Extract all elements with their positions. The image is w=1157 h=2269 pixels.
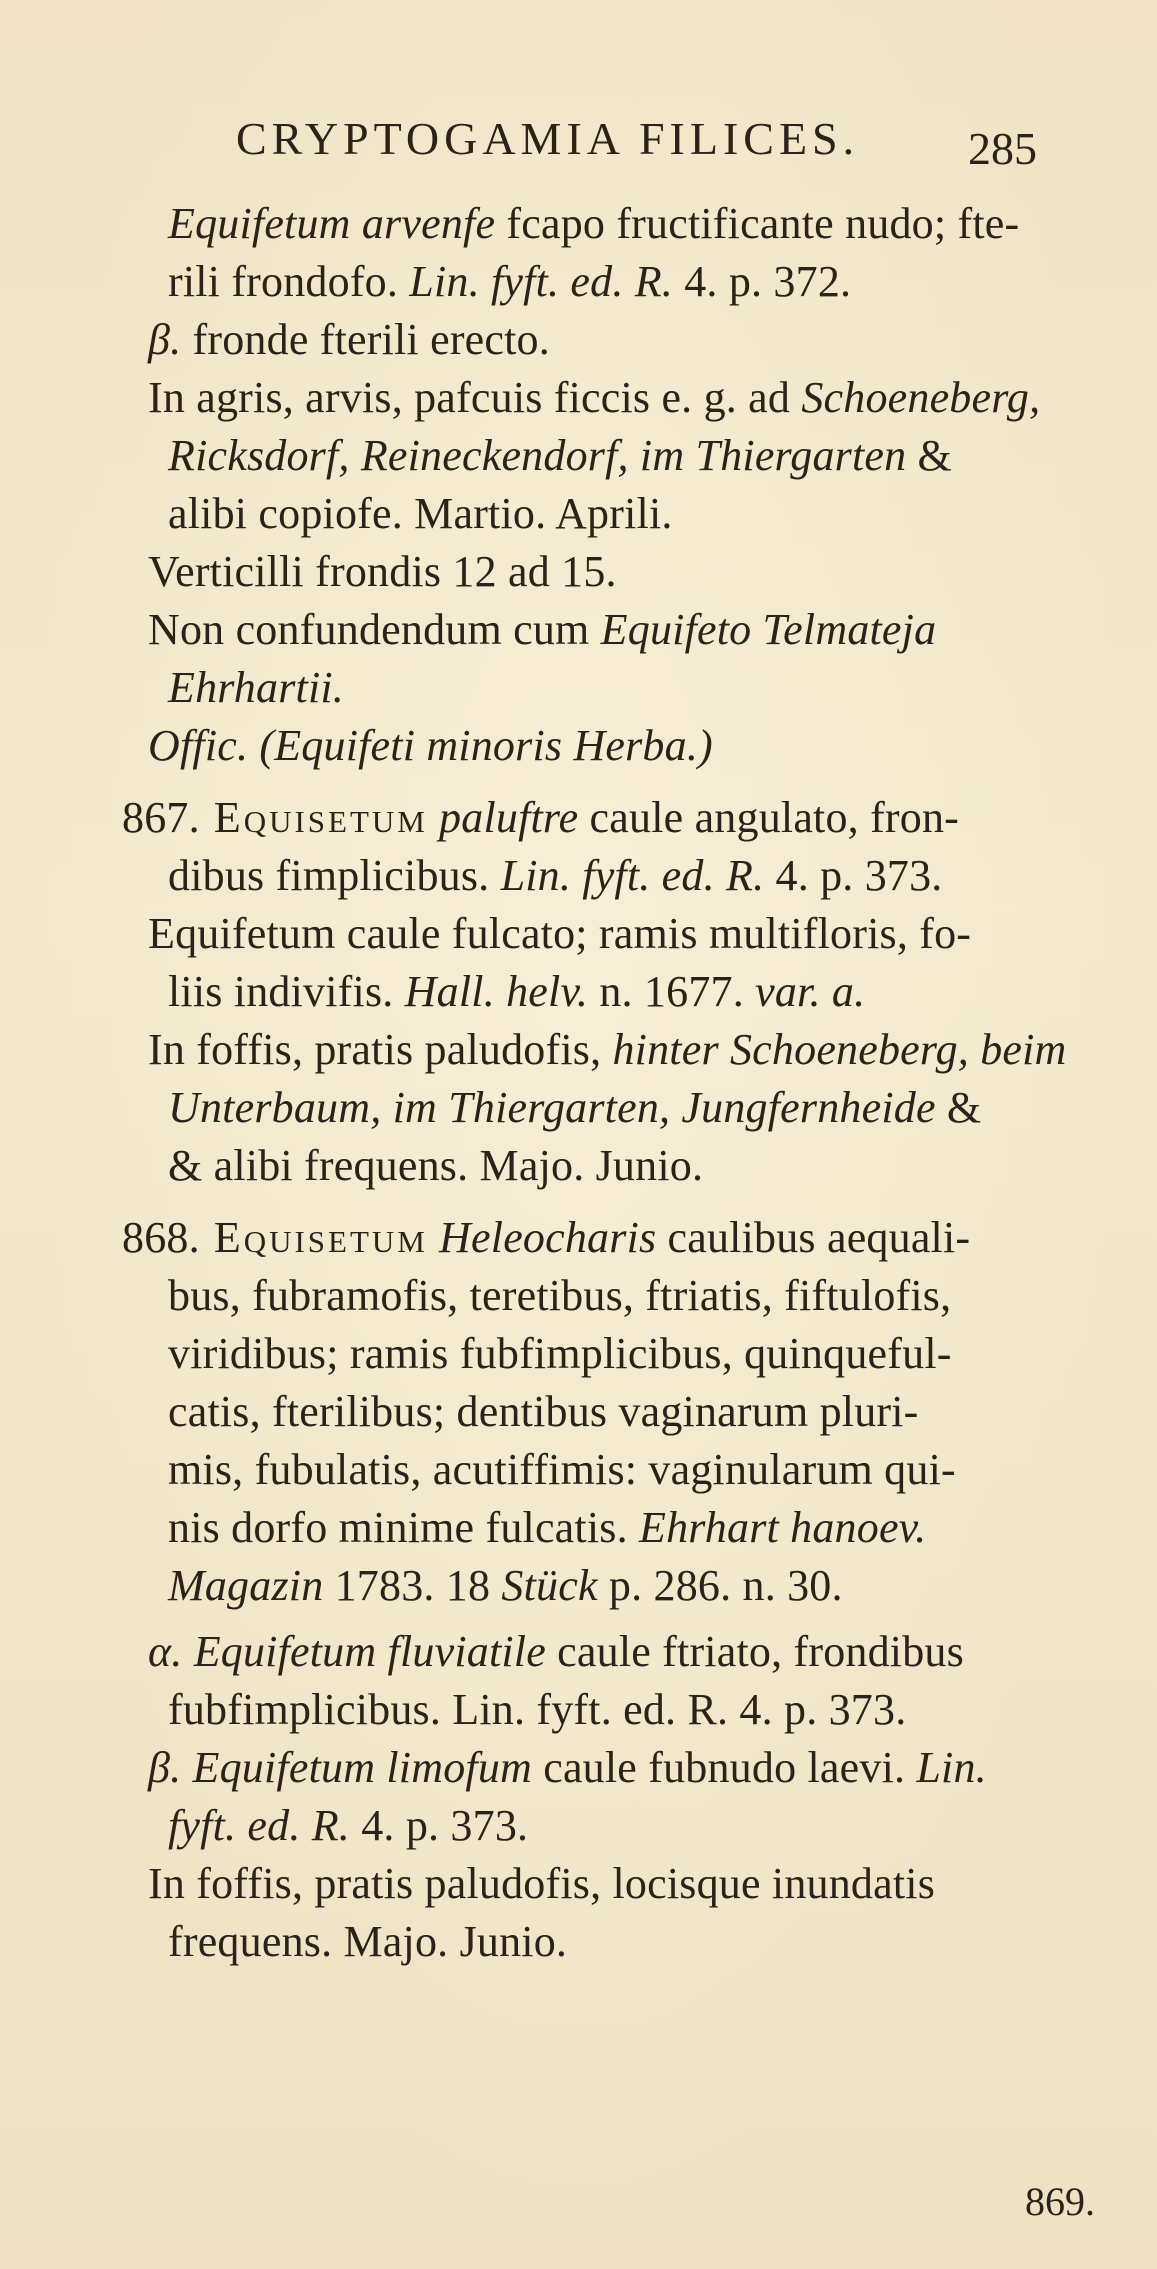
text-line: In foffis, pratis paludofis, hinter Schoeneberg, beim — [148, 1025, 1067, 1074]
text-line: Equifetum caule fulcato; ramis multifloris, fo- — [148, 909, 972, 958]
genus-name: Equisetum — [199, 1213, 428, 1262]
page-number: 285 — [968, 123, 1037, 174]
text-line: viridibus; ramis fubfimplicibus, quinqueful- — [168, 1329, 952, 1378]
text-line: dibus fimplicibus. Lin. fyft. ed. R. 4. p. 373. — [168, 851, 943, 900]
text-line: Non confundendum cum Equifeto Telmateja — [148, 605, 937, 654]
citation: Lin. fyft. ed. R. — [409, 257, 674, 306]
text-line: Magazin 1783. 18 Stück p. 286. n. 30. — [168, 1561, 843, 1610]
text-line: Offic. (Equifeti minoris Herba.) — [148, 721, 713, 770]
citation: Hall. helv. — [404, 967, 589, 1016]
text-line: mis, fubulatis, acutiffimis: vaginularum qui- — [168, 1445, 956, 1494]
text-line: alibi copiofe. Martio. Aprili. — [168, 489, 673, 538]
running-head: CRYPTOGAMIA FILICES. — [236, 113, 860, 164]
species-epithet: Heleocharis — [427, 1213, 657, 1262]
text-line: In foffis, pratis paludofis, locisque inundatis — [148, 1859, 936, 1908]
citation: fyft. ed. R. — [168, 1801, 351, 1850]
text-line: fyft. ed. R. 4. p. 373. — [168, 1801, 529, 1850]
text-line: Ehrhartii. — [168, 663, 345, 712]
text-line: & alibi frequens. Majo. Junio. — [168, 1141, 704, 1190]
text-line: catis, fterilibus; dentibus vaginarum pluri- — [168, 1387, 919, 1436]
text-line: β. Equifetum limofum caule fubnudo laevi. Lin. — [148, 1743, 987, 1792]
text-line: bus, fubramofis, teretibus, ftriatis, fiftulofis, — [168, 1271, 952, 1320]
text-line: Unterbaum, im Thiergarten, Jungfernheide & — [168, 1083, 982, 1132]
text-line: Verticilli frondis 12 ad 15. — [148, 547, 617, 596]
text-line: rili frondofo. Lin. fyft. ed. R. 4. p. 372. — [168, 257, 852, 306]
species-name: Equifetum limofum — [181, 1743, 533, 1792]
text-line: In agris, arvis, pafcuis ficcis e. g. ad Schoeneberg, — [148, 373, 1041, 422]
text-line: frequens. Majo. Junio. — [168, 1917, 568, 1966]
place-name: Unterbaum, im Thiergarten, Jungfernheide — [168, 1083, 936, 1132]
place-name: hinter Schoeneberg, beim — [612, 1025, 1067, 1074]
catchword: 869. — [1025, 2179, 1095, 2224]
text-line: Equifetum arvenfe fcapo fructificante nudo; fte- — [168, 199, 1020, 248]
text-line: β. fronde fterili erecto. — [148, 315, 550, 364]
species-name: Equifeto Telmateja — [600, 605, 937, 654]
genus-name: Equisetum — [199, 793, 428, 842]
entry-number: 868. — [122, 1213, 200, 1262]
species-name: Equifetum fluviatile — [182, 1627, 546, 1676]
species-name: Equifetum arvenfe — [168, 199, 496, 248]
text-line: 867. Equisetum paluftre caule angulato, fron- — [122, 793, 960, 842]
species-epithet: paluftre — [427, 793, 579, 842]
place-name: Ricksdorf, Reineckendorf, im Thiergarten — [168, 431, 907, 480]
text-line: fubfimplicibus. Lin. fyft. ed. R. 4. p. 373. — [168, 1685, 907, 1734]
text-line: α. Equifetum fluviatile caule ftriato, frondibus — [148, 1627, 964, 1676]
text-line: Ricksdorf, Reineckendorf, im Thiergarten & — [168, 431, 952, 480]
entry-number: 867. — [122, 793, 200, 842]
citation: Lin. fyft. ed. R. — [500, 851, 765, 900]
text-line: nis dorfo minime fulcatis. Ehrhart hanoev. — [168, 1503, 927, 1552]
place-name: Schoeneberg, — [801, 373, 1041, 422]
citation: Ehrhart hanoev. — [639, 1503, 927, 1552]
text-line: 868. Equisetum Heleocharis caulibus aequali- — [122, 1213, 971, 1262]
text-line: liis indivifis. Hall. helv. n. 1677. var. a. — [168, 967, 866, 1016]
